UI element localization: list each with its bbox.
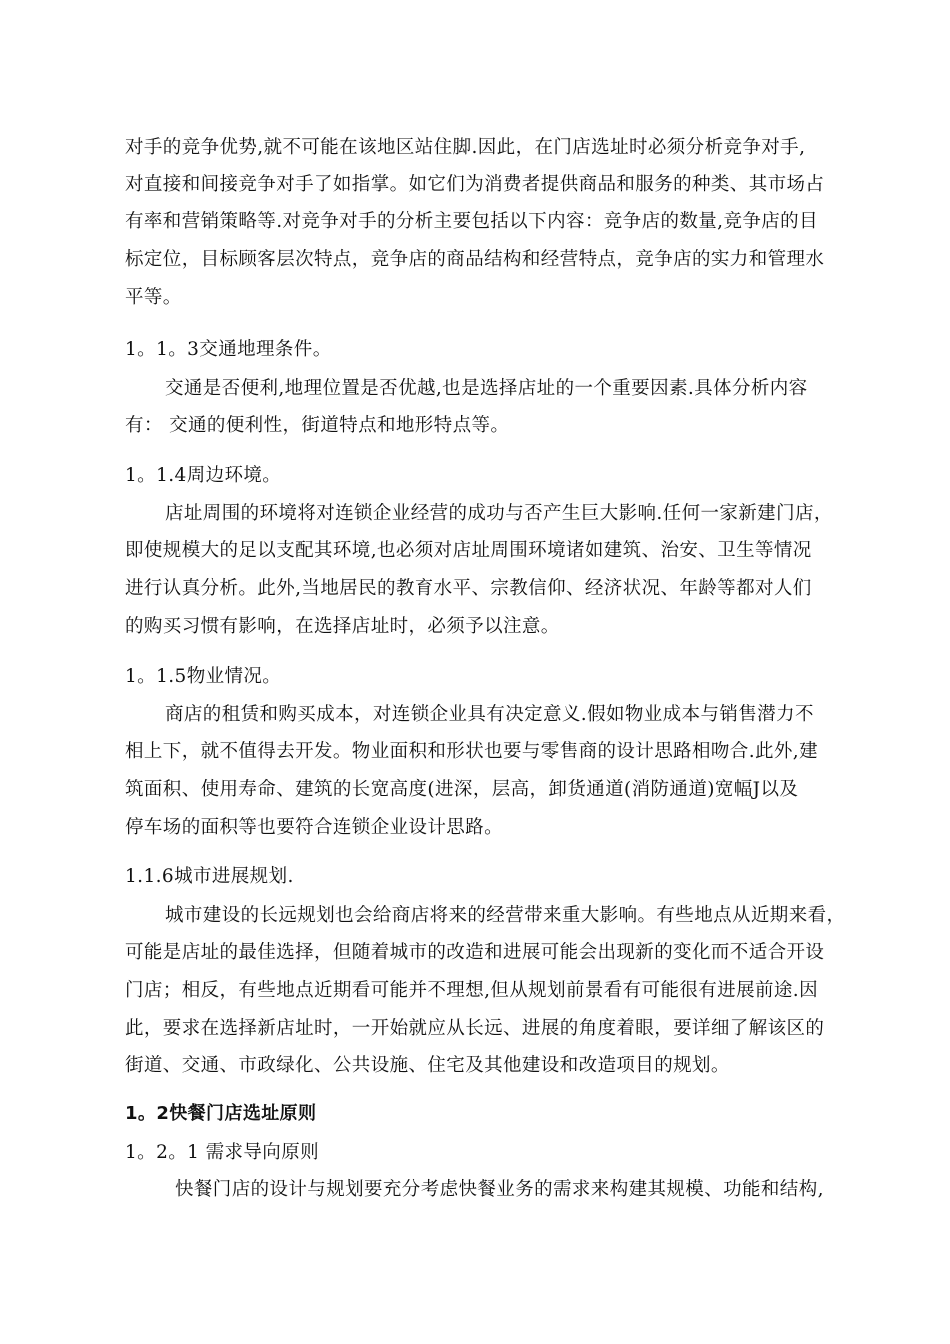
paragraph-line: 商店的租赁和购买成本，对连锁企业具有决定意义.假如物业成本与销售潜力不 (165, 704, 814, 725)
paragraph-line: 可能是店址的最佳选择，但随着城市的改造和进展可能会出现新的变化而不适合开设 (125, 942, 825, 963)
paragraph-line: 筑面积、使用寿命、建筑的长宽高度(进深，层高，卸货通道(消防通道)宽幅J以及 (125, 779, 799, 800)
section-heading-1-1-4: 1。1.4周边环境。 (125, 465, 282, 486)
paragraph-line: 门店；相反，有些地点近期看可能并不理想,但从规划前景看有可能很有进展前途.因 (125, 980, 818, 1001)
paragraph-line: 停车场的面积等也要符合连锁企业设计思路。 (125, 817, 504, 838)
paragraph-line: 对手的竞争优势,就不可能在该地区站住脚.因此，在门店选址时必须分析竞争对手, (125, 137, 806, 158)
paragraph-line: 标定位，目标顾客层次特点，竞争店的商品结构和经营特点，竞争店的实力和管理水 (125, 249, 825, 270)
paragraph-line: 城市建设的长远规划也会给商店将来的经营带来重大影响。有些地点从近期来看， (165, 905, 846, 926)
section-heading-1-1-6: 1.1.6城市进展规划. (125, 866, 294, 887)
section-heading-1-2-1: 1。2。1 需求导向原则 (125, 1142, 319, 1163)
paragraph-line: 此，要求在选择新店址时，一开始就应从长远、进展的角度着眼，要详细了解该区的 (125, 1018, 825, 1039)
section-heading-1-2: 1。2快餐门店选址原则 (125, 1103, 317, 1124)
paragraph-line: 有： 交通的便利性，街道特点和地形特点等。 (125, 415, 510, 436)
paragraph-line: 街道、交通、市政绿化、公共设施、住宅及其他建设和改造项目的规划。 (125, 1055, 730, 1076)
paragraph-line: 对直接和间接竞争对手了如指掌。如它们为消费者提供商品和服务的种类、其市场占 (125, 174, 825, 195)
section-heading-1-1-5: 1。1.5物业情况。 (125, 666, 282, 687)
paragraph-line: 快餐门店的设计与规划要充分考虑快餐业务的需求来构建其规模、功能和结构, (175, 1179, 824, 1200)
paragraph-line: 即使规模大的足以支配其环境,也必须对店址周围环境诸如建筑、治安、卫生等情况 (125, 540, 812, 561)
paragraph-line: 进行认真分析。此外,当地居民的教育水平、宗教信仰、经济状况、年龄等都对人们 (125, 578, 812, 599)
paragraph-line: 交通是否便利,地理位置是否优越,也是选择店址的一个重要因素.具体分析内容 (165, 378, 808, 399)
section-heading-1-1-3: 1。1。3交通地理条件。 (125, 339, 332, 360)
paragraph-line: 相上下，就不值得去开发。物业面积和形状也要与零售商的设计思路相吻合.此外,建 (125, 741, 818, 762)
paragraph-line: 有率和营销策略等.对竞争对手的分析主要包括以下内容：竞争店的数量,竞争店的目 (125, 211, 818, 232)
paragraph-line: 的购买习惯有影响，在选择店址时，必须予以注意。 (125, 616, 560, 637)
paragraph-line: 店址周围的环境将对连锁企业经营的成功与否产生巨大影响.任何一家新建门店， (165, 503, 833, 524)
paragraph-line: 平等。 (125, 287, 182, 308)
